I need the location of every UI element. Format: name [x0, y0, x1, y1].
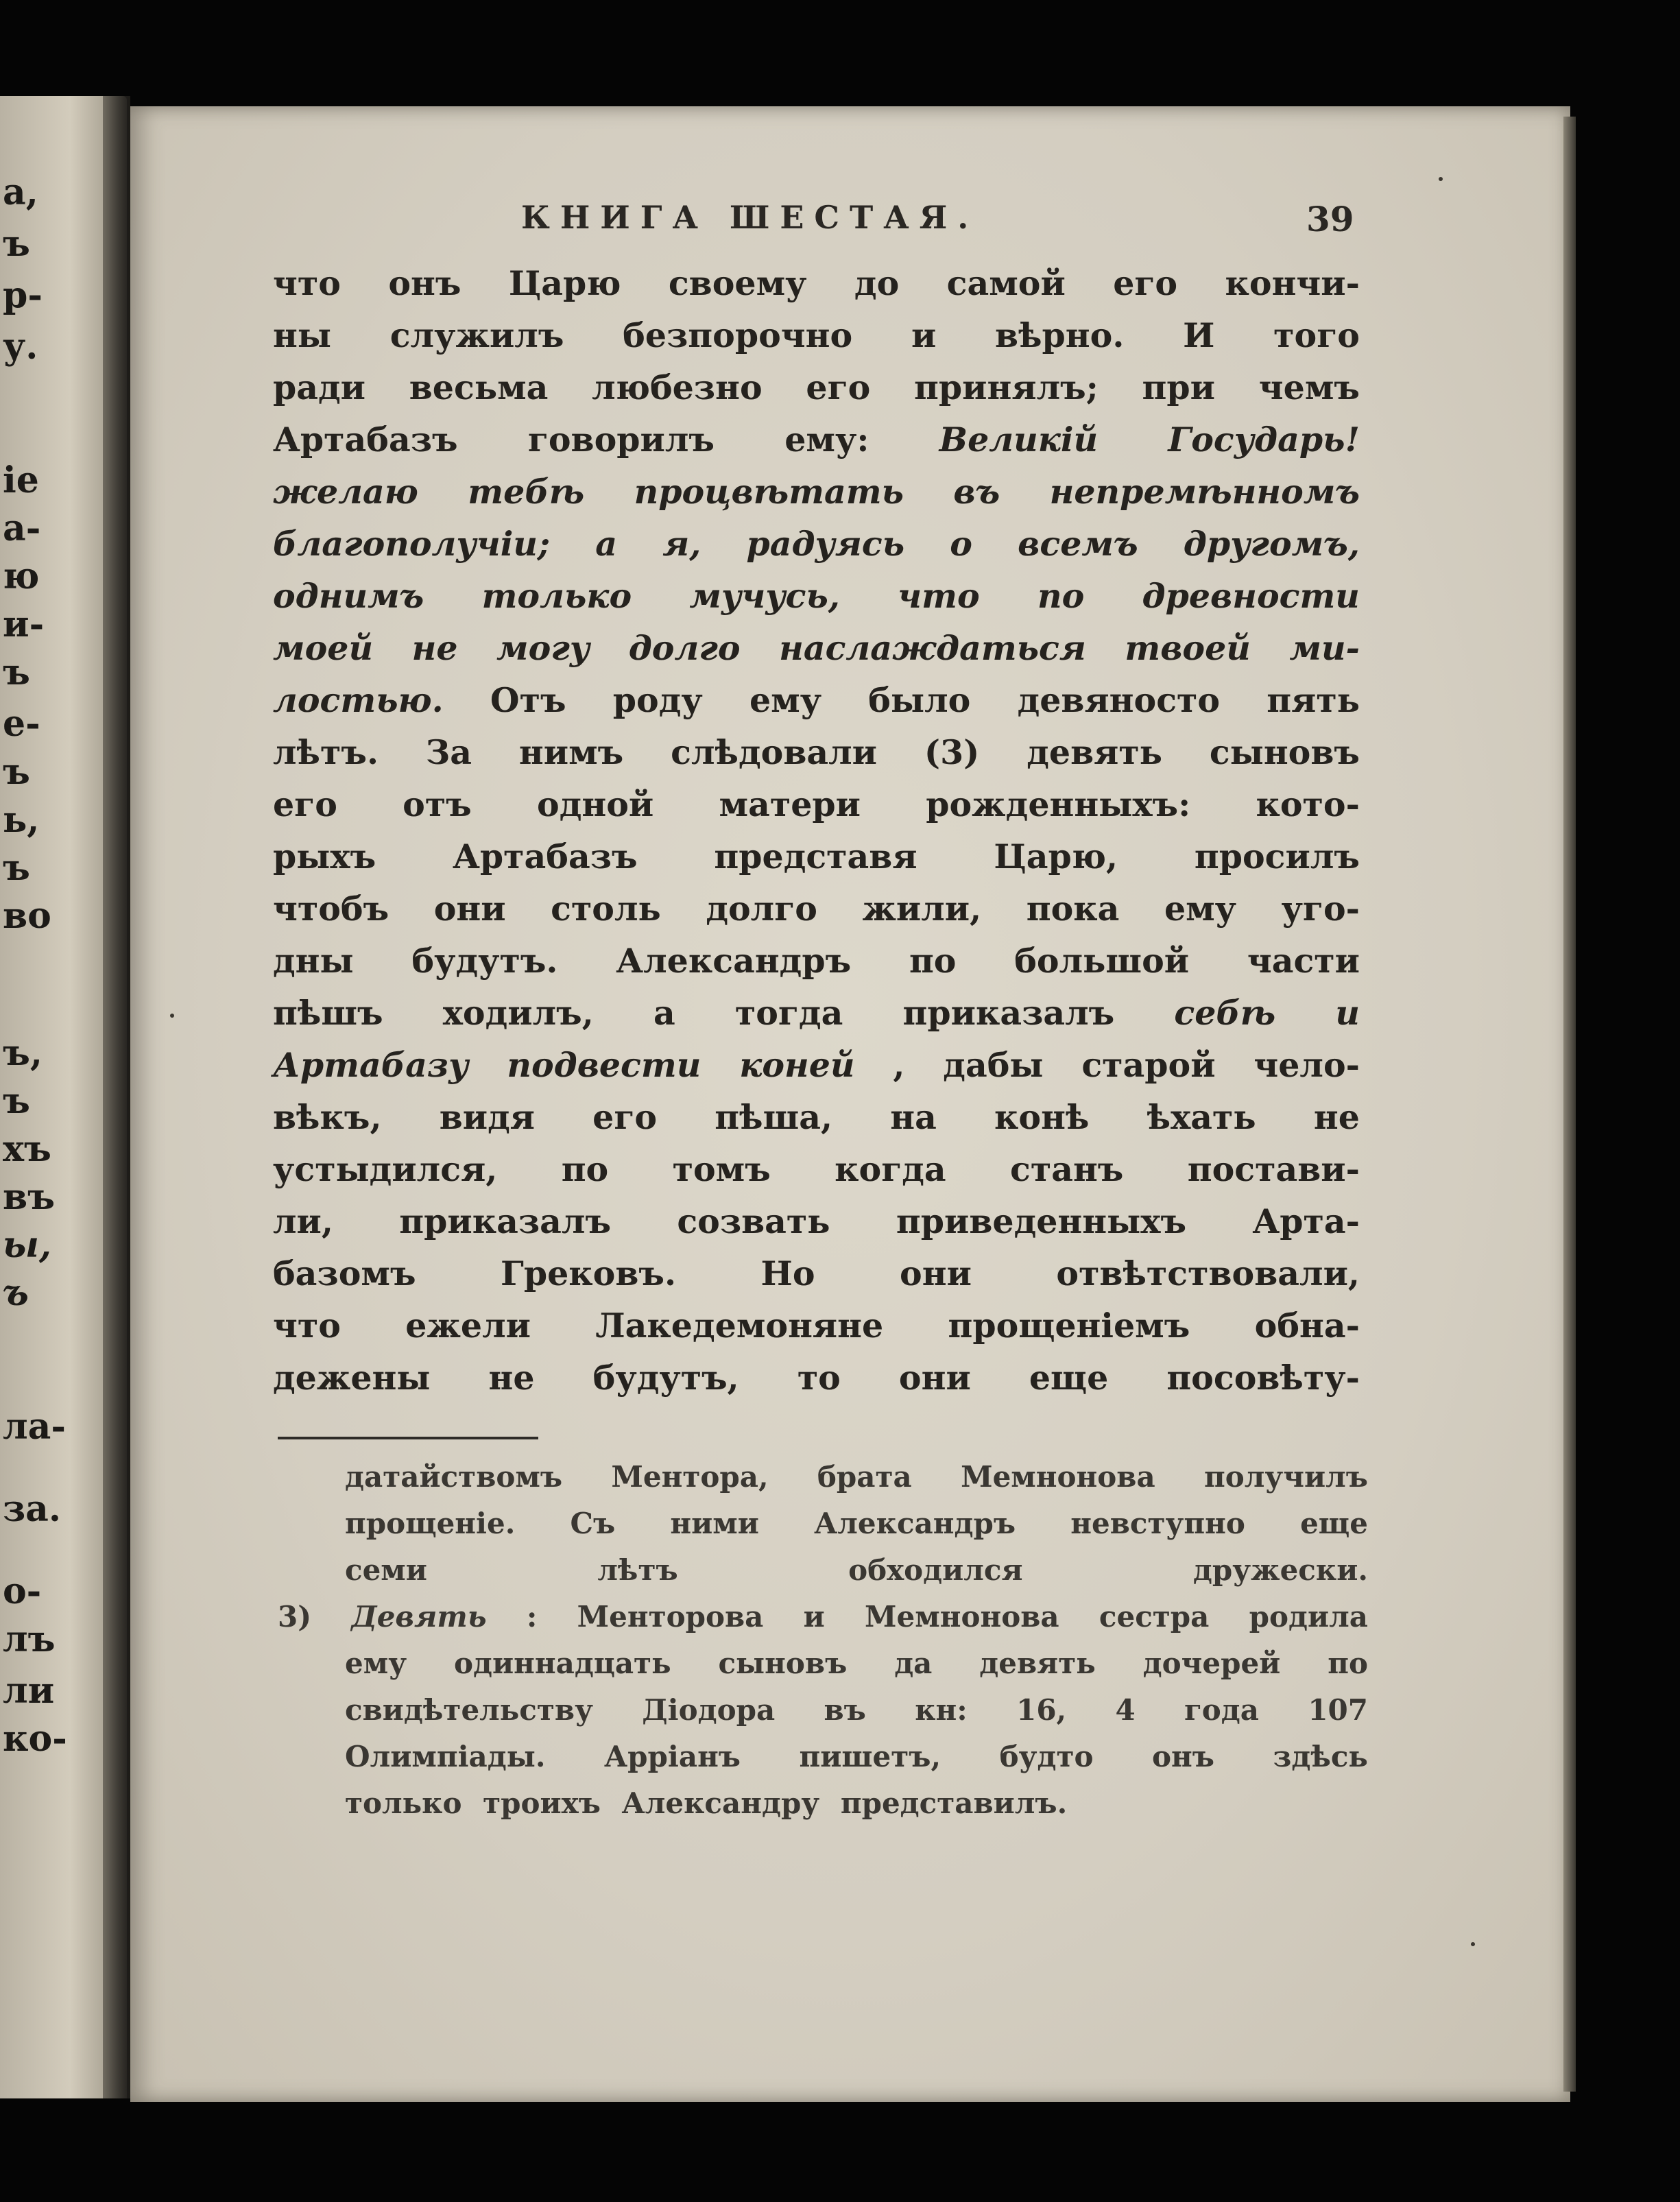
body-italic-text-word: я, [662, 524, 701, 564]
body-text-word: онъ [388, 263, 461, 303]
book-spine-shadow [103, 96, 130, 2098]
body-italic-text-word: радуясь [746, 524, 905, 564]
body-text-word: представя [714, 837, 917, 876]
body-line [273, 726, 1360, 778]
paper-speck [1439, 177, 1443, 181]
body-line [273, 1039, 1360, 1091]
left-page-fragment: іе [3, 459, 39, 501]
body-text-word: что [273, 263, 341, 303]
footnote-text-word: онъ [1152, 1740, 1215, 1773]
body-text-word: отъ [403, 785, 472, 824]
footnote-text-word: сестра [1099, 1600, 1210, 1633]
body-italic-text-word: благополучіи; [273, 524, 551, 564]
left-page-fragment: ю [3, 555, 40, 597]
body-italic-text-word: процвѣтать [634, 472, 904, 512]
body-text-word: а [653, 993, 675, 1033]
footnote-text-word: и [803, 1600, 825, 1633]
body-italic-text-word: ми- [1289, 628, 1360, 668]
body-italic-text-word: непремѣнномъ [1049, 472, 1360, 512]
body-text-word: дабы [943, 1045, 1044, 1085]
body-text-word: роду [612, 680, 703, 720]
body-text-word: части [1247, 941, 1360, 981]
body-italic-text-word: Артабазу [273, 1045, 469, 1085]
body-text-word: нимъ [518, 732, 624, 772]
body-italic-text-word: другомъ, [1183, 524, 1360, 564]
body-italic-text-word: коней [739, 1045, 855, 1085]
body-text-word: весьма [409, 368, 549, 407]
left-page-fragment: ко- [3, 1718, 67, 1760]
footnote-text-word: Арріанъ [603, 1740, 741, 1773]
left-page-fragment: въ [3, 1176, 56, 1218]
body-text-word: долго [706, 889, 817, 929]
body-text-word: не [1313, 1097, 1360, 1137]
body-text-word: ему [749, 680, 822, 720]
body-text-word: говорилъ [527, 420, 715, 459]
left-page-fragment: а, [3, 171, 38, 213]
body-text-word: столь [551, 889, 661, 929]
body-line [273, 518, 1360, 570]
left-page-fragment: р- [3, 274, 43, 316]
body-text-word: что [273, 1306, 341, 1345]
footnote-text-word: сыновъ [718, 1647, 848, 1680]
body-text-word: обна- [1254, 1306, 1360, 1345]
body-line [273, 414, 1360, 466]
body-text-word: пѣша, [715, 1097, 833, 1137]
footnote-text-word: Діодора [642, 1693, 776, 1727]
body-text-word: дежены [273, 1358, 431, 1398]
footnote-line [278, 1594, 1368, 1640]
body-text-word: пять [1267, 680, 1360, 720]
body-italic-text-word: не [411, 628, 458, 668]
body-text-word: до [854, 263, 900, 303]
footnote-text-word: Менторова [577, 1600, 764, 1633]
body-text-word: Царю, [994, 837, 1118, 876]
body-text-word: чело- [1253, 1045, 1360, 1085]
body-text-word: Царю [508, 263, 621, 303]
body-text-word: при [1142, 368, 1216, 407]
body-italic-text-word: твоей [1125, 628, 1251, 668]
body-line [273, 1195, 1360, 1247]
body-text-word: ны [273, 315, 331, 355]
body-text-word: любезно [592, 368, 763, 407]
body-italic-text-word: желаю [273, 472, 418, 512]
body-text-word: по [909, 941, 957, 981]
footnote-text-word: будто [999, 1740, 1094, 1773]
footnote-text-word: здѣсь [1273, 1740, 1368, 1773]
body-text-word: станъ [1010, 1149, 1124, 1189]
body-text-word: пѣшъ [273, 993, 383, 1033]
body-italic-text-word: себѣ [1174, 993, 1276, 1033]
footnote-text-word: да [894, 1647, 933, 1680]
body-text-word: кончи- [1225, 263, 1360, 303]
body-text-word: И [1183, 315, 1215, 355]
body-text-word: ему: [784, 420, 869, 459]
body-text-word: лѣтъ. [273, 732, 379, 772]
body-text-word: на [890, 1097, 937, 1137]
running-title: КНИГА ШЕСТАЯ. [521, 199, 979, 236]
body-text-word: большой [1014, 941, 1190, 981]
footnote-text-word: 3) [278, 1600, 312, 1633]
body-text-word: За [425, 732, 472, 772]
page-number: 39 [1306, 199, 1354, 239]
footnote-text-word: 107 [1308, 1693, 1368, 1727]
footnote-line [278, 1454, 1368, 1500]
footnote-line [278, 1500, 1368, 1547]
body-italic-text-word: однимъ [273, 576, 424, 616]
body-text-word: Лакедемоняне [595, 1306, 884, 1345]
body-text-word: ходилъ, [442, 993, 594, 1033]
footnote-text: только троихъ Александру представилъ. [345, 1786, 1068, 1820]
footnote-line [278, 1687, 1368, 1734]
body-text-word: конѣ [994, 1097, 1090, 1137]
body-text-word: вѣкъ, [273, 1097, 382, 1137]
main-text-block [273, 257, 1360, 1404]
body-text-word: кото- [1256, 785, 1360, 824]
body-line [273, 257, 1360, 309]
footnote-text-word: семи [345, 1553, 427, 1587]
body-text-word: уго- [1281, 889, 1360, 929]
body-text-word: они [900, 1254, 972, 1293]
left-page-fragment: у. [3, 326, 38, 368]
footnote-text-word: дружески. [1192, 1553, 1368, 1587]
body-line [273, 674, 1360, 726]
left-page-fragment: ъ [3, 1080, 30, 1122]
body-text-word: вѣрно. [995, 315, 1125, 355]
footnote-line [278, 1780, 1368, 1827]
body-italic-text-word: мучусь, [689, 576, 840, 616]
footnote-text-word: дочерей [1142, 1647, 1281, 1680]
body-text-word: своему [668, 263, 807, 303]
footnote-text-word: Ментора, [611, 1460, 769, 1494]
body-text-word: было [868, 680, 971, 720]
paper-speck [170, 1014, 174, 1018]
footnote-text-word: Мемнонова [865, 1600, 1059, 1633]
left-page-fragment: ъ [3, 651, 30, 693]
body-line [273, 1247, 1360, 1300]
footnote-text-word: невступно [1070, 1507, 1245, 1540]
body-text-word: и [911, 315, 937, 355]
body-text-word: еще [1029, 1358, 1109, 1398]
body-text-word: то [797, 1358, 841, 1398]
body-line [273, 309, 1360, 361]
body-text-word: базомъ [273, 1254, 416, 1293]
body-text-word: посовѣту- [1166, 1358, 1360, 1398]
body-text-word: служилъ [389, 315, 564, 355]
body-line [273, 1091, 1360, 1143]
body-text-word: безпорочно [623, 315, 853, 355]
body-text-word: ежели [405, 1306, 531, 1345]
footnote-text-word: ему [345, 1647, 407, 1680]
footnote-text-word: прощеніе. [345, 1507, 516, 1540]
footnote-text-word: обходился [848, 1553, 1023, 1587]
body-italic-text-word: тебѣ [468, 472, 585, 512]
left-page-fragment: ла- [3, 1406, 66, 1448]
body-text-word: девяносто [1017, 680, 1221, 720]
body-text-word: томъ [672, 1149, 771, 1189]
footnotes-block [278, 1454, 1368, 1827]
body-italic-text-word: въ [953, 472, 1000, 512]
body-line [273, 361, 1360, 414]
left-page-fragment: и- [3, 603, 45, 645]
left-page-fragment: е- [3, 703, 40, 745]
body-italic-text-word: Государь! [1168, 420, 1360, 459]
body-text-word: Александръ [616, 941, 852, 981]
body-text-word: устыдился, [273, 1149, 498, 1189]
body-text-word: матери [719, 785, 861, 824]
footnote-text-word: Александръ [814, 1507, 1016, 1540]
body-text-word: Артабазъ [453, 837, 638, 876]
body-text-word: одной [537, 785, 654, 824]
left-page-fragment: ы, [3, 1224, 52, 1266]
body-italic-text-word: Великій [939, 420, 1099, 459]
body-line [273, 1352, 1360, 1404]
body-italic-text-word: по [1037, 576, 1085, 616]
footnote-line [278, 1547, 1368, 1594]
footnote-text-word: датайствомъ [345, 1460, 563, 1494]
body-line [273, 466, 1360, 518]
footnote-text-word: еще [1300, 1507, 1368, 1540]
footnote-rule [278, 1437, 538, 1439]
body-italic-text-word: и [1335, 993, 1360, 1033]
footnote-text-word: года [1184, 1693, 1260, 1727]
left-page-fragment: ъ [3, 223, 30, 265]
footnote-text-word: одиннадцать [453, 1647, 671, 1680]
body-text-word: девять [1027, 732, 1162, 772]
body-text-word: , [893, 1045, 905, 1085]
left-page-fragment: ъ [3, 1272, 29, 1314]
footnote-text-word: брата [817, 1460, 912, 1494]
body-text-word: (3) [924, 732, 980, 772]
body-text-word: по [561, 1149, 609, 1189]
footnote-text-word: Мемнонова [961, 1460, 1155, 1494]
body-italic-text-word: наслаждаться [779, 628, 1086, 668]
footnote-italic-text-word: Девять [351, 1600, 487, 1633]
body-line [273, 1300, 1360, 1352]
body-line [273, 987, 1360, 1039]
body-text-word: приказалъ [399, 1201, 612, 1241]
footnote-line [278, 1640, 1368, 1687]
footnote-text-word: свидѣтельству [345, 1693, 593, 1727]
body-text-word: ради [273, 368, 366, 407]
footnote-text-word: Съ [570, 1507, 616, 1540]
body-text-word: будутъ. [411, 941, 558, 981]
page-edge-shadow [1563, 117, 1576, 2092]
body-text-word: будутъ, [592, 1358, 739, 1398]
footnote-text-word: родила [1249, 1600, 1368, 1633]
footnote-text-word: 16, [1016, 1693, 1067, 1727]
left-page-fragment: лъ [3, 1618, 56, 1660]
left-page-fragment: за. [3, 1488, 61, 1530]
paper-speck [1471, 1942, 1475, 1946]
left-page-fragment: хъ [3, 1128, 51, 1170]
footnote-text-word: Олимпіады. [345, 1740, 546, 1773]
footnote-text-word: 4 [1115, 1693, 1136, 1727]
body-italic-text-word: всемъ [1018, 524, 1138, 564]
left-page-fragment: ь, [3, 799, 40, 841]
body-italic-text-word: моей [273, 628, 374, 668]
left-page-fragment: ъ [3, 751, 30, 793]
body-italic-text-word: а [595, 524, 618, 564]
body-text-word: отвѣтствовали, [1056, 1254, 1360, 1293]
body-text-word: ему [1164, 889, 1237, 929]
body-italic-text-word: только [481, 576, 632, 616]
body-text-word: его [806, 368, 871, 407]
body-text-word: его [273, 785, 337, 824]
body-text-word: созвать [677, 1201, 830, 1241]
body-text-word: приказалъ [902, 993, 1115, 1033]
body-line [273, 622, 1360, 674]
body-italic-text-word: что [898, 576, 980, 616]
body-text-word: его [1113, 263, 1178, 303]
left-page-fragment: во [3, 895, 51, 937]
body-text-word: не [488, 1358, 535, 1398]
body-text-word: самой [946, 263, 1066, 303]
body-text-word: когда [835, 1149, 946, 1189]
left-page-fragment: а- [3, 507, 41, 549]
body-text-word: пока [1026, 889, 1120, 929]
body-text-word: рожденныхъ: [926, 785, 1191, 824]
body-line [273, 570, 1360, 622]
footnote-text-word: : [526, 1600, 538, 1633]
body-text-word: ли, [273, 1201, 333, 1241]
left-page-fragment: ли [3, 1670, 55, 1712]
body-line [273, 830, 1360, 883]
footnote-text-word: девять [979, 1647, 1096, 1680]
body-line [273, 935, 1360, 987]
body-line [273, 778, 1360, 830]
body-italic-text-word: могу [496, 628, 590, 668]
footnote-text-word: получилъ [1204, 1460, 1368, 1494]
body-text-word: они [433, 889, 506, 929]
body-text-word: слѣдовали [671, 732, 878, 772]
body-text-word: постави- [1187, 1149, 1360, 1189]
body-text-word: сыновъ [1209, 732, 1360, 772]
body-italic-text-word: о [950, 524, 972, 564]
body-text-word: жили, [862, 889, 982, 929]
body-text-word: Арта- [1252, 1201, 1360, 1241]
body-text-word: старой [1081, 1045, 1216, 1085]
footnote-text-word: ними [670, 1507, 759, 1540]
body-text-word: тогда [734, 993, 843, 1033]
body-italic-text-word: долго [628, 628, 741, 668]
left-page-fragment: ъ [3, 847, 30, 889]
body-text-word: его [592, 1097, 658, 1137]
body-italic-text-word: древности [1142, 576, 1360, 616]
body-text-word: принялъ; [914, 368, 1099, 407]
body-text-word: чемъ [1258, 368, 1360, 407]
body-text-word: видя [439, 1097, 535, 1137]
body-text-word: Грековъ. [501, 1254, 677, 1293]
body-text-word: Но [760, 1254, 815, 1293]
footnote-line [278, 1734, 1368, 1780]
body-text-word: прощеніемъ [948, 1306, 1190, 1345]
body-text-word: чтобъ [273, 889, 389, 929]
body-italic-text-word: подвести [507, 1045, 701, 1085]
footnote-text-word: въ [824, 1693, 866, 1727]
body-text-word: они [898, 1358, 971, 1398]
body-text-word: приведенныхъ [896, 1201, 1187, 1241]
body-text-word: Артабазъ [273, 420, 458, 459]
footnote-text-word: пишетъ, [799, 1740, 941, 1773]
footnote-text-word: кн: [915, 1693, 968, 1727]
body-line [273, 1143, 1360, 1195]
body-text-word: просилъ [1194, 837, 1360, 876]
footnote-text-word: по [1328, 1647, 1368, 1680]
body-text-word: ѣхать [1147, 1097, 1256, 1137]
body-text-word: рыхъ [273, 837, 376, 876]
body-line [273, 883, 1360, 935]
footnote-text-word: лѣтъ [597, 1553, 678, 1587]
body-text-word: Отъ [490, 680, 566, 720]
body-text-word: дны [273, 941, 354, 981]
left-page-fragment: ъ, [3, 1032, 43, 1074]
left-page-fragment: о- [3, 1570, 42, 1612]
body-italic-text-word: лостью. [273, 680, 444, 720]
body-text-word: того [1273, 315, 1360, 355]
